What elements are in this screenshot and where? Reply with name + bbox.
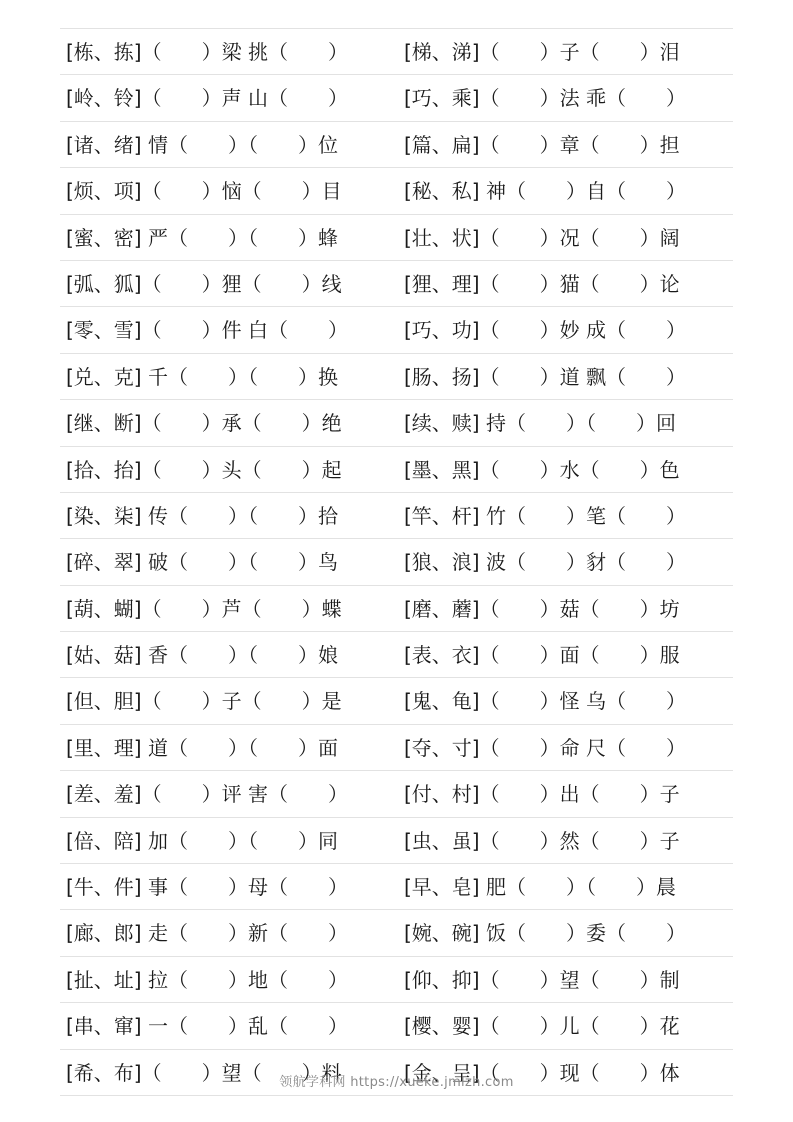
worksheet-row (60, 493, 733, 539)
worksheet-row (60, 215, 733, 261)
worksheet-row (60, 771, 733, 817)
exercise-left: [牛、件] 事（ ）母（ ） (66, 875, 348, 900)
exercise-right: [肠、扬]（ ）道 飘（ ） (404, 364, 686, 389)
exercise-left: [栋、拣]（ ）梁 挑（ ） (66, 40, 348, 64)
exercise-left: [拾、抬]（ ）头（ ）起 (66, 457, 342, 482)
exercise-left: [葫、蝴]（ ）芦（ ）蝶 (66, 596, 342, 621)
exercise-right: [续、赎] 持（ ）（ ）回 (404, 411, 676, 436)
watermark: 领航学科网 https://xueke.jmlzh.com (279, 1075, 514, 1090)
worksheet-row (60, 75, 733, 121)
worksheet-row (60, 818, 733, 864)
worksheet-row (60, 678, 733, 724)
worksheet-row (60, 447, 733, 493)
worksheet-row (60, 261, 733, 307)
exercise-left: [继、断]（ ）承（ ）绝 (66, 411, 342, 436)
exercise-right: [秘、私] 神（ ）自（ ） (404, 179, 686, 204)
worksheet-row (60, 122, 733, 168)
exercise-left: [串、窜] 一（ ）乱（ ） (66, 1014, 348, 1039)
worksheet-row (60, 586, 733, 632)
worksheet-row (60, 957, 733, 1003)
exercise-left: [里、理] 道（ ）（ ）面 (66, 735, 338, 760)
exercise-left: [零、雪]（ ）件 白（ ） (66, 318, 348, 343)
exercise-left: [岭、铃]（ ）声 山（ ） (66, 86, 348, 111)
exercise-right: [婉、碗] 饭（ ）委（ ） (404, 921, 686, 946)
worksheet-row (60, 307, 733, 353)
exercise-left: [烦、项]（ ）恼（ ）目 (66, 179, 342, 204)
exercise-right: [巧、乘]（ ）法 乖（ ） (404, 86, 686, 111)
exercise-right: [鬼、龟]（ ）怪 乌（ ） (404, 689, 686, 714)
worksheet-row (60, 910, 733, 956)
worksheet-row (60, 632, 733, 678)
worksheet-row (60, 539, 733, 585)
worksheet-row (60, 400, 733, 446)
exercise-right: [梯、涕]（ ）子（ ）泪 (404, 40, 680, 64)
worksheet-row (60, 725, 733, 771)
exercise-right: [虫、虽]（ ）然（ ）子 (404, 828, 680, 853)
exercise-left: [姑、菇] 香（ ）（ ）娘 (66, 643, 338, 668)
worksheet-row (60, 168, 733, 214)
exercise-right: [竿、杆] 竹（ ）笔（ ） (404, 503, 686, 528)
exercise-right: [樱、婴]（ ）儿（ ）花 (404, 1014, 680, 1039)
exercise-left: [廊、郎] 走（ ）新（ ） (66, 921, 348, 946)
exercise-right: [墨、黑]（ ）水（ ）色 (404, 457, 680, 482)
exercise-right: [付、村]（ ）出（ ）子 (404, 782, 680, 807)
exercise-left: [弧、狐]（ ）狸（ ）线 (66, 271, 342, 296)
exercise-right: [壮、状]（ ）况（ ）阔 (404, 225, 680, 250)
exercise-right: [早、皂] 肥（ ）（ ）晨 (404, 875, 676, 900)
exercise-left: [差、羞]（ ）评 害（ ） (66, 782, 348, 807)
worksheet-row (60, 29, 733, 75)
exercise-right: [表、衣]（ ）面（ ）服 (404, 643, 680, 668)
exercise-left: [染、柒] 传（ ）（ ）拾 (66, 503, 338, 528)
worksheet-table (60, 28, 733, 1096)
exercise-left: [扯、址] 拉（ ）地（ ） (66, 967, 348, 992)
worksheet-row (60, 354, 733, 400)
exercise-right: [磨、蘑]（ ）菇（ ）坊 (404, 596, 680, 621)
exercise-left: [诸、绪] 情（ ）（ ）位 (66, 132, 338, 157)
exercise-left: [但、胆]（ ）子（ ）是 (66, 689, 342, 714)
exercise-right: [巧、功]（ ）妙 成（ ） (404, 318, 686, 343)
worksheet-row (60, 1003, 733, 1049)
exercise-left: [倍、陪] 加（ ）（ ）同 (66, 828, 338, 853)
exercise-right: [夺、寸]（ ）命 尺（ ） (404, 735, 686, 760)
exercise-left: [碎、翠] 破（ ）（ ）鸟 (66, 550, 338, 575)
exercise-left: [蜜、密] 严（ ）（ ）蜂 (66, 225, 338, 250)
exercise-right: [狼、浪] 波（ ）豺（ ） (404, 550, 686, 575)
worksheet-row (60, 864, 733, 910)
exercise-left: [兑、克] 千（ ）（ ）换 (66, 364, 338, 389)
exercise-right: [狸、理]（ ）猫（ ）论 (404, 271, 680, 296)
exercise-right: [仰、抑]（ ）望（ ）制 (404, 967, 680, 992)
exercise-right: [篇、扁]（ ）章（ ）担 (404, 132, 680, 157)
exercise-left: [希、布]（ ）望（ ）料 (66, 1060, 342, 1085)
exercise-right: [金、呈]（ ）现（ ）体 (404, 1060, 680, 1085)
